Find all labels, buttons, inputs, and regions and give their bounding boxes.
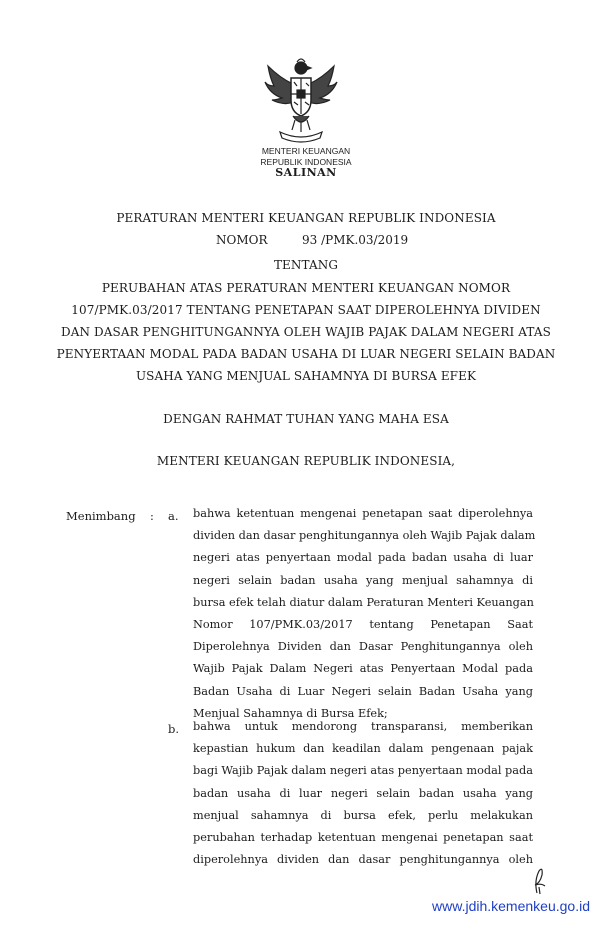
menimbang-label: Menimbang bbox=[66, 509, 136, 523]
consideration-item-b bbox=[193, 716, 533, 871]
authority-line: MENTERI KEUANGAN REPUBLIK INDONESIA, bbox=[156, 454, 456, 468]
subject-line: DAN DASAR PENGHITUNGANNYA OLEH WAJIB PAJAK DALAM NEGERI ATAS bbox=[61, 325, 551, 339]
subject-line: USAHA YANG MENJUAL SAHAMNYA DI BURSA EFEK bbox=[135, 369, 477, 383]
text-line: bahwa untuk mendorong transparansi, memberikan bbox=[193, 720, 533, 733]
text-line: menjual sahamnya di bursa efek, perlu melakukan bbox=[193, 808, 533, 822]
text-line: kepastian hukum dan keadilan dalam pengenaan pajak bbox=[193, 742, 533, 756]
text-line: Wajib Pajak Dalam Negeri atas Penyertaan Modal pada bbox=[193, 662, 533, 676]
text-line: Menjual Sahamnya di Bursa Efek; bbox=[193, 706, 388, 720]
text-line: bahwa ketentuan mengenai penetapan saat diperolehnya bbox=[193, 507, 533, 520]
text-line: dividen dan dasar penghitungannya oleh Wajib Pajak dalam bbox=[193, 529, 536, 543]
subject-line: PERUBAHAN ATAS PERATURAN MENTERI KEUANGAN NOMOR bbox=[101, 281, 511, 295]
subject-line: PENYERTAAN MODAL PADA BADAN USAHA DI LUAR NEGERI SELAIN BADAN bbox=[56, 347, 556, 361]
source-url-link[interactable]: www.jdih.kemenkeu.go.id bbox=[432, 898, 590, 914]
initial-signature-icon bbox=[531, 867, 549, 895]
consideration-item-a bbox=[193, 503, 536, 725]
item-marker: b. bbox=[168, 722, 180, 736]
text-line: perubahan terhadap ketentuan mengenai penetapan saat bbox=[193, 830, 533, 844]
invocation: DENGAN RAHMAT TUHAN YANG MAHA ESA bbox=[163, 412, 449, 426]
tentang-label: TENTANG bbox=[273, 258, 339, 272]
text-line: bagi Wajib Pajak dalam negeri atas penyertaan modal pada bbox=[193, 764, 533, 778]
garuda-emblem-icon bbox=[262, 56, 340, 146]
text-line: negeri atas penyertaan modal pada badan usaha di luar bbox=[193, 551, 533, 565]
text-line: badan usaha di luar negeri selain badan usaha yang bbox=[193, 786, 533, 800]
nomor-value: 93 /PMK.03/2019 bbox=[302, 233, 409, 247]
text-line: Badan Usaha di Luar Negeri selain Badan Usaha yang bbox=[193, 684, 533, 698]
menimbang-colon: : bbox=[150, 509, 154, 523]
text-line: negeri selain badan usaha yang menjual sahamnya di bbox=[193, 573, 533, 587]
text-line: bursa efek telah diatur dalam Peraturan Menteri Keuangan bbox=[193, 595, 534, 609]
issuer-line-2: REPUBLIK INDONESIA bbox=[260, 157, 352, 167]
item-marker: a. bbox=[168, 509, 179, 523]
issuer-line-1: MENTERI KEUANGAN bbox=[261, 146, 351, 156]
text-line: Diperolehnya Dividen dan Dasar Penghitungannya oleh bbox=[193, 640, 533, 654]
regulation-title: PERATURAN MENTERI KEUANGAN REPUBLIK INDONESIA bbox=[116, 211, 496, 225]
nomor-label: NOMOR bbox=[216, 233, 268, 247]
text-line: diperolehnya dividen dan dasar penghitungannya oleh bbox=[193, 853, 533, 867]
text-line: Nomor 107/PMK.03/2017 tentang Penetapan Saat bbox=[193, 617, 533, 631]
subject-line: 107/PMK.03/2017 TENTANG PENETAPAN SAAT DIPEROLEHNYA DIVIDEN bbox=[71, 303, 541, 317]
copy-label: SALINAN bbox=[275, 166, 337, 179]
